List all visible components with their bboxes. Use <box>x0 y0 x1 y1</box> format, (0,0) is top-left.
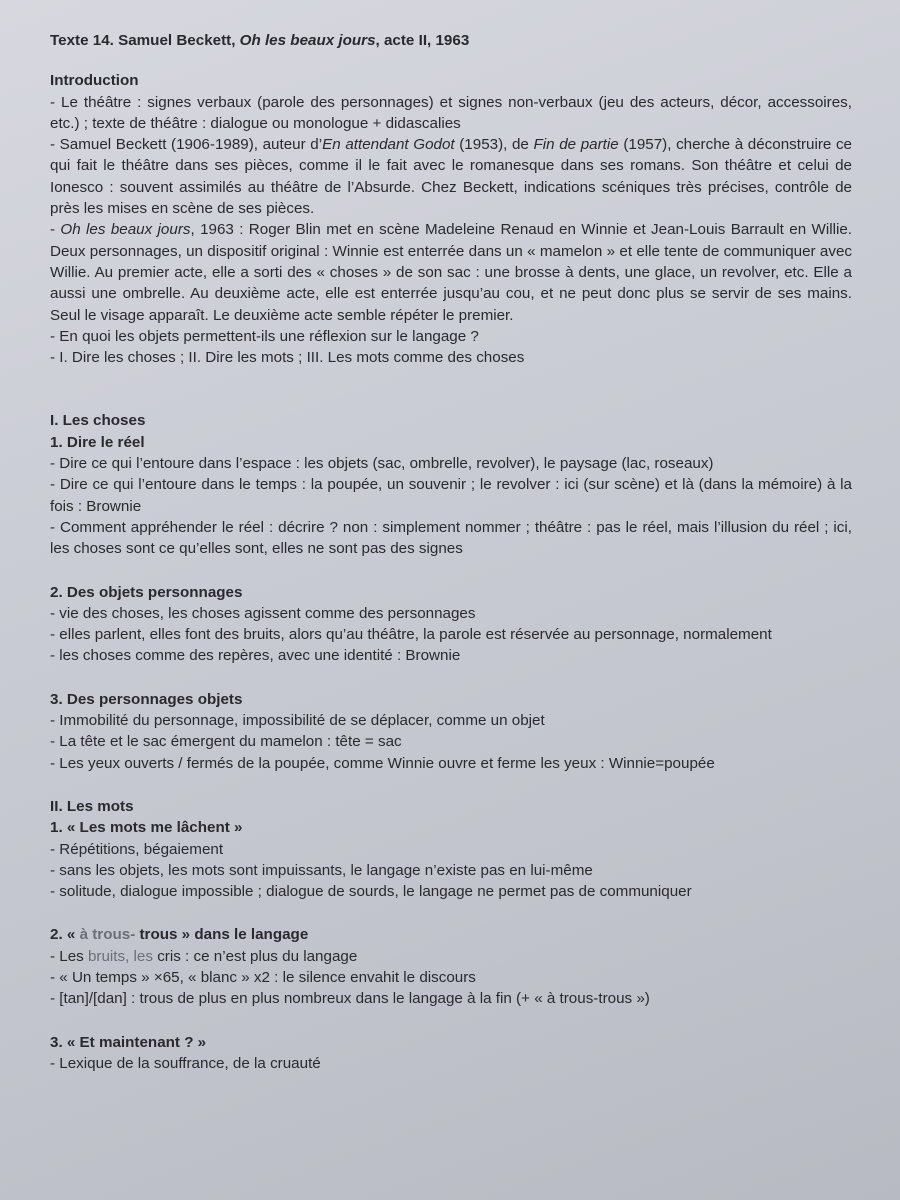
intro-p2-b: (1953), de <box>454 136 534 154</box>
part2-s2-heading-faded: à trous- <box>79 926 136 944</box>
intro-paragraph-3 <box>50 219 852 325</box>
intro-p3-work: Oh les beaux jours <box>60 221 191 239</box>
title-suffix: , acte II, 1963 <box>375 32 470 49</box>
title-prefix: Texte 14. Samuel Beckett, <box>50 32 240 49</box>
intro-p2-work1: En attendant Godot <box>322 136 455 154</box>
part2-s1-heading: 1. « Les mots me lâchent » <box>50 819 243 837</box>
intro-p3-b: , 1963 : Roger Blin met en scène Madeleine Renaud en Winnie et Jean-Louis Barrault en Willie. Deux personnages, un dispositif original : Winnie est enterrée dans un « mamelon » et elle tente de communiquer avec Willie. Au premier acte, elle a sorti des « choses » de son sac : une brosse à dents, une glace, un revolver, etc. Elle a aussi une ombrelle. Au deuxième acte, elle est enterrée jusqu’au cou, et ne peut donc plus se servir de ses mains. Seul le visage apparaît. Le deuxième acte semble répéter le premier. <box>50 221 853 324</box>
part1-s1-line3: - Comment appréhender le réel : décrire ? non : simplement nommer ; théâtre : pas le réel, mais l’illusion du réel ; ici, les choses sont ce qu’elles sont, elles ne sont pas des signes <box>50 518 852 558</box>
part2-s2-line1-b: cris : ce n’est plus du langage <box>152 947 358 965</box>
part1-s2-heading: 2. Des objets personnages <box>50 583 243 601</box>
part2-heading: II. Les mots <box>50 797 134 815</box>
document-title <box>50 30 852 51</box>
intro-paragraph-1: - Le théâtre : signes verbaux (parole des personnages) et signes non-verbaux (jeu des acteurs, décor, accessoires, etc.) ; texte de théâtre : dialogue ou monologue + didascalies <box>50 93 852 132</box>
part2-s1-line1: - Répétitions, bégaiement <box>50 840 224 858</box>
part1-s2-line1: - vie des choses, les choses agissent comme des personnages <box>50 604 476 622</box>
part1-s2-line3: - les choses comme des repères, avec une identité : Brownie <box>50 647 461 665</box>
intro-paragraph-2 <box>50 134 852 219</box>
intro-plan: - I. Dire les choses ; II. Dire les mots ; III. Les mots comme des choses <box>50 349 525 367</box>
part2-s3-heading: 3. « Et maintenant ? » <box>50 1033 207 1051</box>
part2-s2-heading-b: trous » dans le langage <box>135 926 309 944</box>
part1-s1-heading: 1. Dire le réel <box>50 433 145 451</box>
part1-s3-line3: - Les yeux ouverts / fermés de la poupée, comme Winnie ouvre et ferme les yeux : Winnie=poupée <box>50 754 715 772</box>
part2-s2-line1-faded: bruits, les <box>87 947 153 965</box>
part2-s2-heading <box>50 924 852 945</box>
intro-p2-a: - Samuel Beckett (1906-1989), auteur d’ <box>50 136 323 154</box>
part1-s2-line2: - elles parlent, elles font des bruits, alors qu’au théâtre, la parole est réservée au personnage, normalement <box>50 626 772 644</box>
intro-p3-a: - <box>50 221 61 239</box>
part1-s1-line2: - Dire ce qui l’entoure dans le temps : la poupée, un souvenir ; le revolver : ici (sur scène) et là (dans la mémoire) à la fois : Brownie <box>50 476 852 515</box>
part1-heading: I. Les choses <box>50 412 146 430</box>
part2-s2-line3: - [tan]/[dan] : trous de plus en plus nombreux dans le langage à la fin (+ « à trous-trous ») <box>50 990 650 1008</box>
part2-s1-line3: - solitude, dialogue impossible ; dialogue de sourds, le langage ne permet pas de communiquer <box>50 883 692 901</box>
part2-s2-line2: - « Un temps » ×65, « blanc » x2 : le silence envahit le discours <box>50 968 476 986</box>
part2-s2-heading-a: 2. « <box>50 926 80 944</box>
part1-s3-line2: - La tête et le sac émergent du mamelon : tête = sac <box>50 733 402 751</box>
part2-s2-line1 <box>50 946 852 967</box>
part1-s3-line1: - Immobilité du personnage, impossibilité de se déplacer, comme un objet <box>50 712 545 730</box>
intro-question: - En quoi les objets permettent-ils une réflexion sur le langage ? <box>50 327 479 345</box>
part1-s3-heading: 3. Des personnages objets <box>50 690 243 708</box>
part2-s2-line1-a: - Les <box>50 947 88 965</box>
intro-p2-work2: Fin de partie <box>533 136 619 154</box>
title-work: Oh les beaux jours <box>239 32 376 49</box>
part2-s1-line2: - sans les objets, les mots sont impuissants, le langage n’existe pas en lui-même <box>50 861 593 879</box>
part1-s1-line1: - Dire ce qui l’entoure dans l’espace : les objets (sac, ombrelle, revolver), le paysage (lac, roseaux) <box>50 455 714 473</box>
intro-heading: Introduction <box>50 72 139 90</box>
intro-p2-c: (1957), cherche à déconstruire ce qui fait le théâtre dans ses pièces, comme il le fait avec le romanesque dans ses romans. Son théâtre et celui de Ionesco : souvent assimilés au théâtre de l’Absurde. Chez Beckett, indications scéniques très précises, contrôle de près les mises en scène de ses pièces. <box>50 136 852 218</box>
part2-s3-line1: - Lexique de la souffrance, de la cruauté <box>50 1054 321 1072</box>
